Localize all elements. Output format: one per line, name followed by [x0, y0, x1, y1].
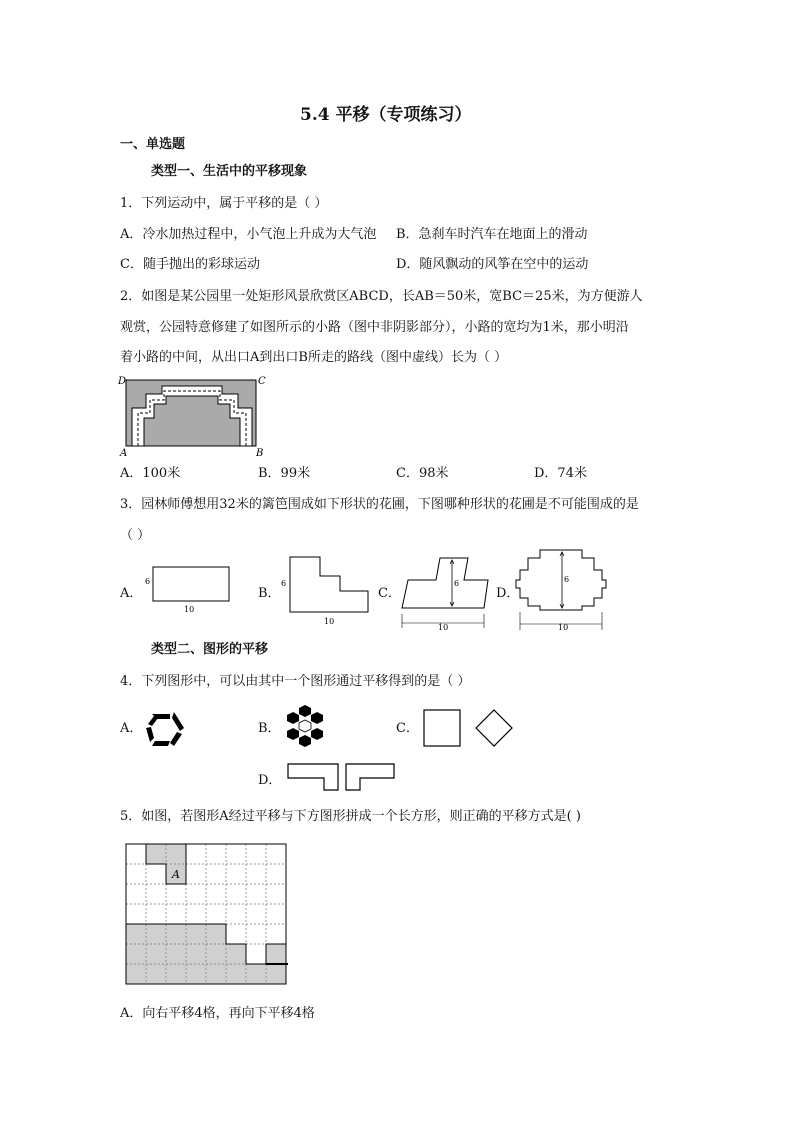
q4-option-d: D． [258, 773, 282, 788]
q3-b-width: 10 [324, 617, 335, 626]
q4-shape-d [284, 762, 400, 794]
q2-option-a: A．100米 [120, 466, 181, 481]
q2-fig-label-d: D [118, 376, 127, 387]
q3-b-height: 6 [281, 579, 287, 588]
q4-shape-b [282, 704, 328, 750]
type-heading-2: 类型二、图形的平移 [151, 642, 269, 657]
q3-c-height: 6 [454, 579, 460, 588]
q2-fig-label-c: C [258, 376, 266, 387]
q2-fig-label-b: B [256, 448, 264, 459]
q5-option-a: A．向右平移4格，再向下平移4格 [120, 1006, 315, 1021]
type-heading-1: 类型一、生活中的平移现象 [151, 164, 308, 179]
q3-option-c: C． [378, 586, 401, 601]
q1-option-c: C．随手抛出的彩球运动 [120, 257, 260, 272]
q2-option-c: C．98米 [396, 466, 449, 481]
q5-shape-a-label: A [172, 868, 180, 881]
q3-a-height: 6 [145, 577, 151, 586]
q3-option-b: B． [258, 586, 281, 601]
q3-option-d: D． [496, 586, 520, 601]
q1-option-a: A．冷水加热过程中，小气泡上升成为大气泡 [120, 227, 377, 242]
q2-option-d: D．74米 [534, 466, 587, 481]
q2-line-3: 着小路的中间，从出口A到出口B所走的路线（图中虚线）长为（ ） [120, 350, 508, 365]
q1-option-d: D．随风飘动的风筝在空中的运动 [396, 257, 589, 272]
q2-fig-label-a: A [120, 448, 128, 459]
q3-option-a: A． [120, 586, 143, 601]
q3-d-height: 6 [564, 575, 570, 584]
q4-shape-c [420, 708, 520, 750]
q2-option-b: B．99米 [258, 466, 311, 481]
q4-shape-a [144, 708, 190, 750]
q3-d-width: 10 [558, 623, 569, 632]
q3-shape-c [396, 552, 496, 632]
q4-option-c: C． [396, 721, 419, 736]
page-title: 5.4 平移（专项练习） [300, 105, 472, 125]
q1-option-b: B．急刹车时汽车在地面上的滑动 [396, 227, 588, 242]
q4-option-b: B． [258, 721, 281, 736]
section-heading: 一、单选题 [120, 137, 186, 152]
q4-option-a: A． [120, 721, 143, 736]
q2-line-1: 2．如图是某公园里一处矩形风景欣赏区ABCD，长AB＝50米，宽BC＝25米，为方便游人 [120, 289, 643, 304]
q5-grid-figure [126, 844, 290, 988]
q1-stem: 1．下列运动中，属于平移的是（ ） [120, 196, 328, 211]
q4-stem: 4．下列图形中，可以由其中一个图形通过平移得到的是（ ） [120, 674, 471, 689]
q2-line-2: 观赏，公园特意修建了如图所示的小路（图中非阴影部分），小路的宽均为1米，那小明沿 [120, 320, 629, 335]
q3-line-1: 3．园林师傅想用32米的篱笆围成如下形状的花圃，下图哪种形状的花圃是不可能围成的是 [120, 497, 639, 512]
q3-c-width: 10 [438, 623, 449, 632]
q5-stem: 5．如图，若图形A经过平移与下方图形拼成一个长方形，则正确的平移方式是( ) [120, 809, 581, 824]
q3-shape-a [144, 566, 234, 616]
q3-line-2: （ ） [120, 528, 151, 543]
q3-shape-d [514, 546, 614, 632]
q3-shape-b [280, 556, 380, 628]
q2-park-figure [118, 372, 268, 458]
q3-a-width: 10 [184, 605, 195, 614]
